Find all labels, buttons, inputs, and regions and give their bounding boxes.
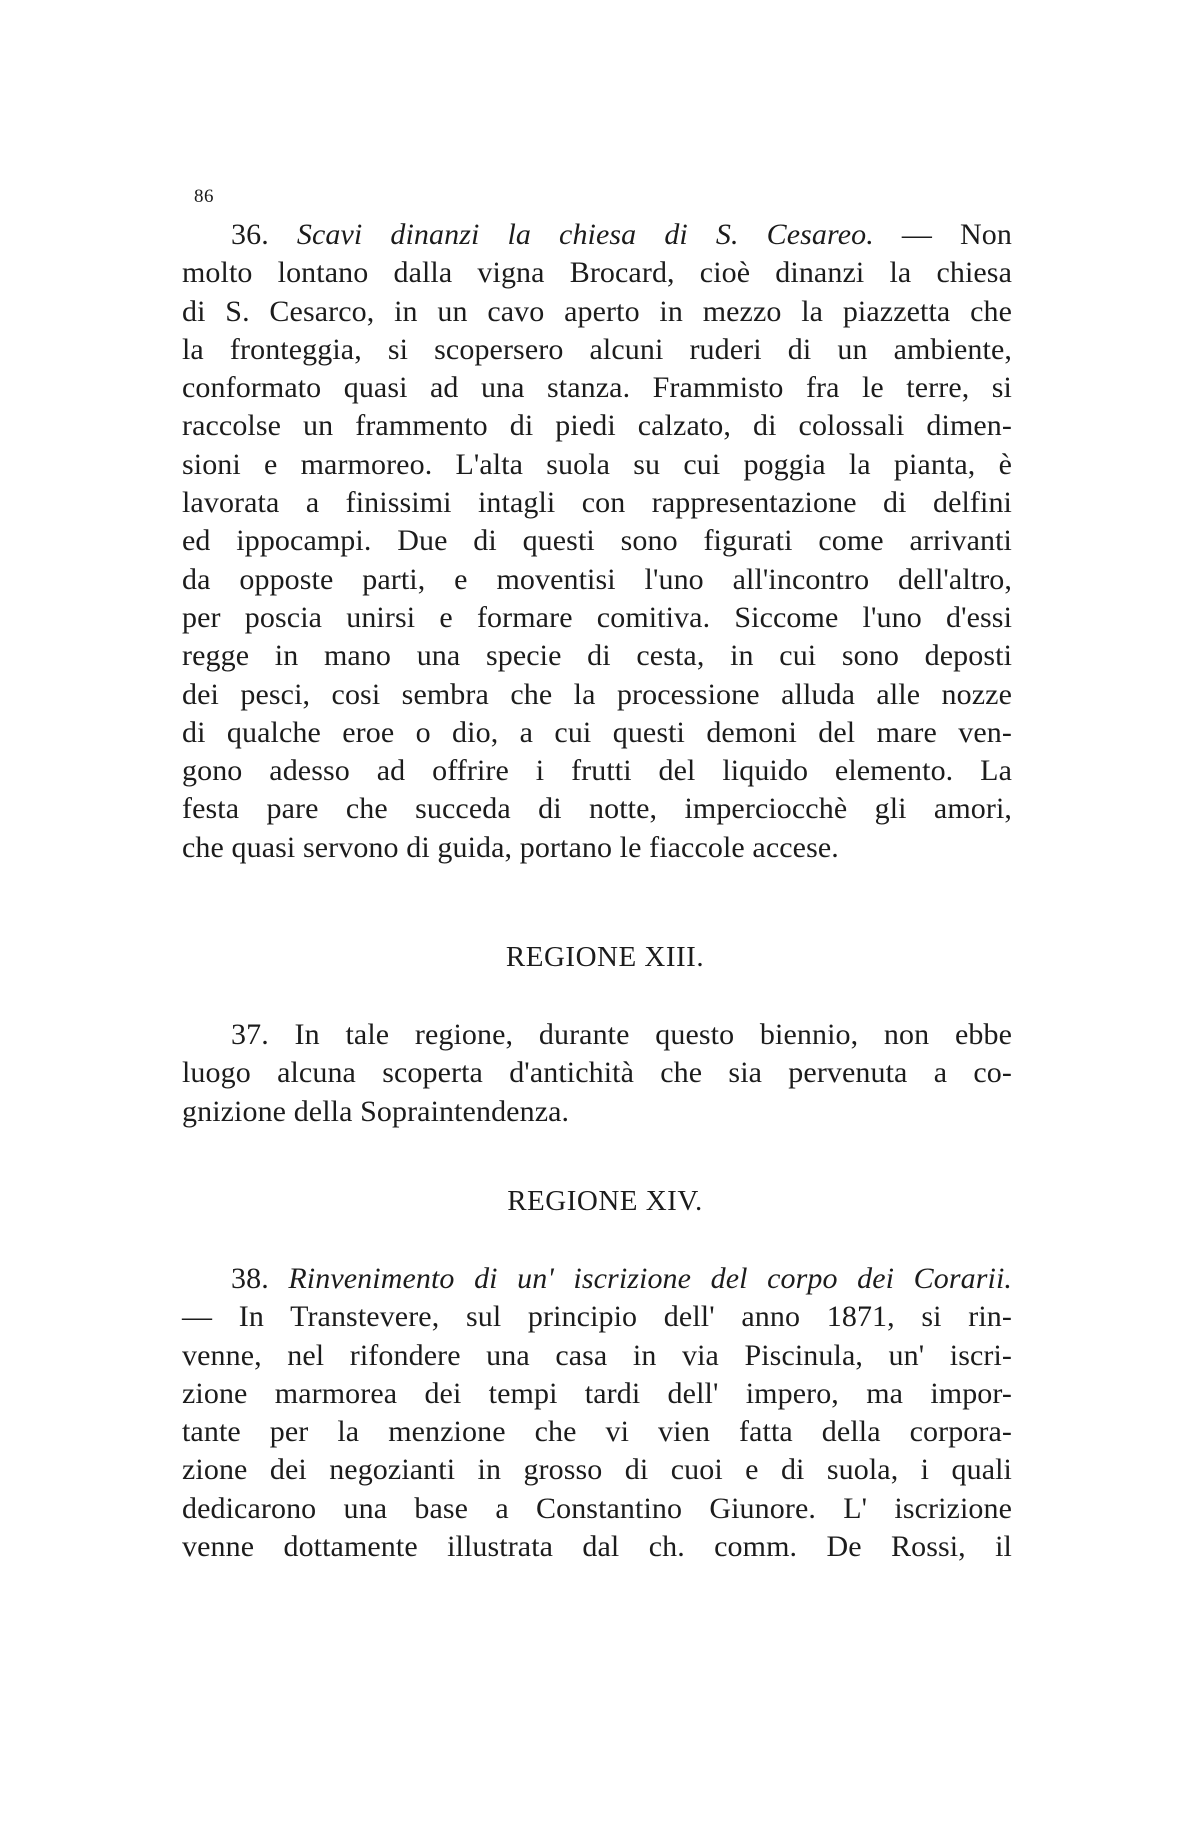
text-line: per poscia unirsi e formare comitiva. Siccome l'uno d'essi: [182, 600, 1012, 634]
text-line: di qualche eroe o dio, a cui questi demoni del mare ven-: [182, 715, 1012, 749]
text-line: dei pesci, cosi sembra che la processione alluda alle nozze: [182, 677, 1012, 711]
text-line: venne dottamente illustrata dal ch. comm. De Rossi, il: [182, 1530, 1012, 1564]
text-line: zione dei negozianti in grosso di cuoi e di suola, i quali: [182, 1453, 1012, 1487]
section-38-first-line: [182, 1260, 1012, 1298]
text-line: molto lontano dalla vigna Brocard, cioè dinanzi la chiesa: [182, 256, 1012, 290]
text-line: sioni e marmoreo. L'alta suola su cui poggia la pianta, è: [182, 447, 1012, 481]
section-number: 38.: [231, 1261, 269, 1295]
section-37: [182, 1016, 1012, 1131]
section-37-first-line: [182, 1016, 1012, 1054]
section-number: 37.: [231, 1018, 269, 1052]
section-title: Scavi dinanzi la chiesa di S. Cesareo.: [296, 218, 874, 251]
text-line: regge in mano una specie di cesta, in cui sono deposti: [182, 639, 1012, 673]
text-line: che quasi servono di guida, portano le fiaccole accese.: [182, 830, 839, 864]
text-line: conformato quasi ad una stanza. Frammisto fra le terre, si: [182, 371, 1012, 405]
text-line: lavorata a finissimi intagli con rappresentazione di delfini: [182, 486, 1012, 520]
section-heading-regione-xiv: REGIONE XIV.: [507, 1184, 703, 1217]
text-line: la fronteggia, si scopersero alcuni ruderi di un ambiente,: [182, 332, 1012, 366]
page-number: 86: [194, 186, 214, 207]
section-36: [182, 216, 1012, 867]
text-line: — Non: [901, 218, 1012, 251]
text-line: — In Transtevere, sul principio dell' anno 1871, si rin-: [182, 1300, 1012, 1334]
text-line: gnizione della Sopraintendenza.: [182, 1094, 570, 1128]
text-line: tante per la menzione che vi vien fatta della corpora-: [182, 1415, 1012, 1449]
section-title: Rinvenimento di un' iscrizione del corpo dei Corarii.: [288, 1261, 1012, 1295]
text-line: di S. Cesarco, in un cavo aperto in mezzo la piazzetta che: [182, 294, 1012, 328]
text-line: dedicarono una base a Constantino Giunore. L' iscrizione: [182, 1491, 1012, 1525]
text-line: da opposte parti, e moventisi l'uno all'incontro dell'altro,: [182, 562, 1012, 596]
text-line: raccolse un frammento di piedi calzato, di colossali dimen-: [182, 409, 1012, 443]
text-line: gono adesso ad offrire i frutti del liquido elemento. La: [182, 754, 1012, 788]
text-line: festa pare che succeda di notte, imperciocchè gli amori,: [182, 792, 1012, 826]
text-line: luogo alcuna scoperta d'antichità che sia pervenuta a co-: [182, 1056, 1012, 1090]
text-line: In tale regione, durante questo biennio, non ebbe: [294, 1018, 1012, 1052]
text-line: ed ippocampi. Due di questi sono figurati come arrivanti: [182, 524, 1012, 558]
text-line: venne, nel rifondere una casa in via Piscinula, un' iscri-: [182, 1338, 1012, 1372]
section-heading-regione-xiii: REGIONE XIII.: [505, 941, 705, 974]
section-38: [182, 1260, 1012, 1566]
section-36-first-line: [182, 216, 1012, 254]
section-number: 36.: [231, 218, 269, 251]
text-line: zione marmorea dei tempi tardi dell' impero, ma impor-: [182, 1376, 1012, 1410]
book-page: [182, 186, 1012, 1566]
